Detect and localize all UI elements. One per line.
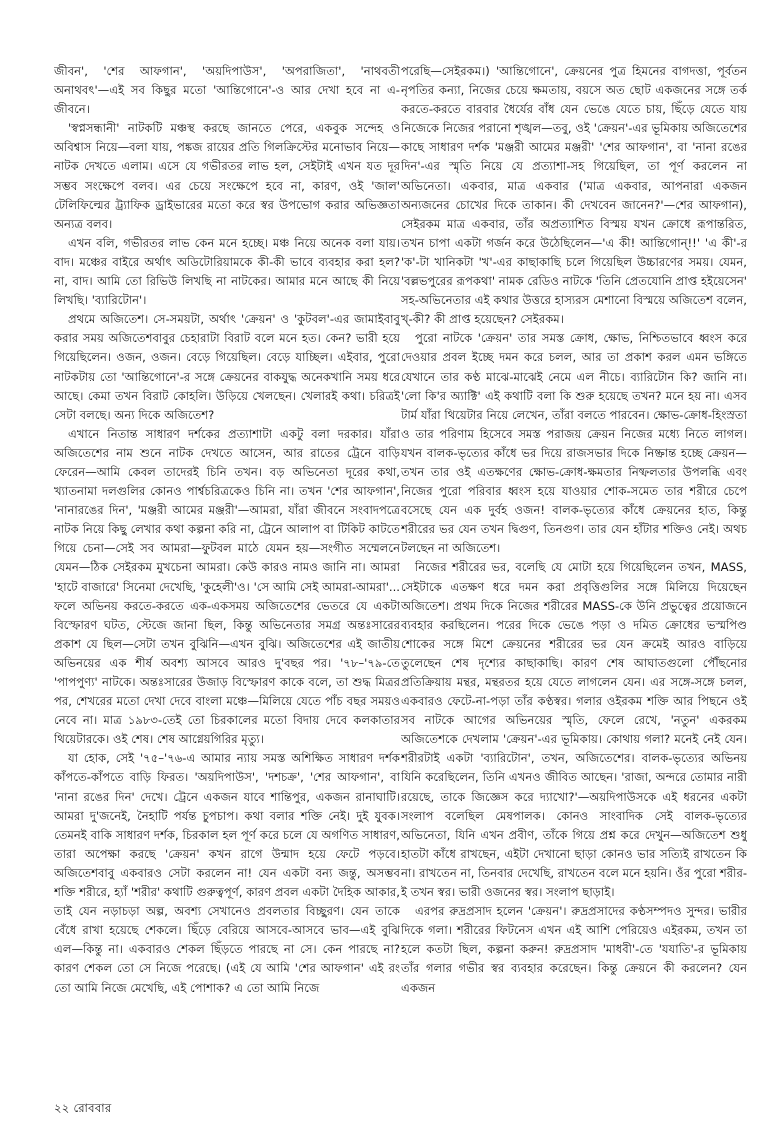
left-paragraph-1: জীবন', 'শের আফগান', 'অয়দিপাউস', 'অপরাজিতা', 'নাথবতী অনাথবৎ'—এই সব কিছুর মতো 'আন্তিগোনে'-ও আর দেখা হবে না এ-জীবনে। [54,64,400,117]
right-paragraph-3: নিজের শরীরের ভর, বলেছি যে মোটা হয়ে গিয়েছিলেন তখন, MASS, সেইটাকে এতক্ষণ ধরে দমন করা প্রবৃত্তিগুলির সঙ্গে মিলিয়ে দিয়েছেন অজিতেশ। প্রথম দিকে নিজের শরীরের MASS-কে উনি প্রভুত্বের প্রয়োজনে ব্যবহার করছিলেন। পরের দিকে ভেঙে পড়া ও দমিত ক্রোধের ভস্মপিণ্ড শোকের সঙ্গে মিশে ক্রেয়নের শরীরের ভর যেন ক্রমেই আরও বাড়িয়ে তুলেছেন শেষ দৃশ্যের কাছাকাছি। কারণ শেষ আঘাতগুলো পৌঁছনোর প্রতিক্রিয়ায় মন্থর, মন্থরতর হয়ে যেতে লাগলেন যেন। এর সঙ্গে-সঙ্গে চলল, একবারও ফেটে-না-পড়া তাঁর কণ্ঠস্বর। গলার ওইরকম শক্তি আর পিছনে ওই সব নাটকে আগের অভিনয়ের স্মৃতি, ফেলে রেখে, 'নতুন' একরকম অজিতেশকে দেখলাম 'ক্রেয়ন'-এর ভূমিকায়। কোথায় গলা? মনেই নেই যেন। শরীরটাই একটা 'ব্যারিটোন', তখন, অজিতেশের। বালক-ভৃত্যের অভিনয় যিনি করেছিলেন, তিনি এখনও জীবিত আছেন। 'রাজা, অন্দরে তোমার নারী রয়েছে, তাকে জিজ্ঞেস করে দ্যাখো?'—অয়দিপাউসকে এই ধরনের একটা সংলাপ বলেছিল মেষপালক। কোনও সাংবাদিক সেই বালক-ভৃত্যের অভিনেতা, যিনি এখন প্রবীণ, তাঁকে গিয়ে প্রশ্ন করে দেখুন—অজিতেশ শুধু হাতটা কাঁধে রাখছেন, এইটা দেখানো ছাড়া কোনও ভার সত্যিই রাখতেন কি না। রাখতেন না, তিনবার দেখেছি, রাখতেন বলে মনে হয়নি। ওঁর পুরো শরীর-ই তখন স্বর। ভারী ওজনের স্বর। সংলাপ ছাড়াই। [401,560,747,900]
publication-name: রোববার [73,1101,112,1115]
page-footer [54,1100,112,1119]
right-paragraph-1: পরেছি—সেইরকম।) 'আন্তিগোনে', ক্রেয়নের পুত্র হিমনের বাগদত্তা, পূর্বতন নৃপতির কন্যা, নিজের চেয়ে ক্ষমতায়, বয়সে অত ছোট একজনের সঙ্গে তর্ক করতে-করতে বারবার ধৈর্যের বাঁধ যেন ভেঙে যেতে চায়, ছিঁড়ে যেতে যায় নিজেকে নিজের পরানো শৃঙ্খল—তবু, ওই 'ক্রেয়ন'-এর ভূমিকায় অজিতেশের কাছে সাধারণ দর্শক 'মঞ্জরী আমের মঞ্জরী' 'শের আফগান', বা 'নানা রঙের দিন'-এর স্মৃতি নিয়ে যে প্রত্যাশা-সহ গিয়েছিল, তা পূর্ণ করলেন না অভিনেতা। একবার, মাত্র একবার ('মাত্র একবার, আপনারা একজন অন্যজনের চোখের দিকে তাকান। কী দেখবেন জানেন?'—শের আফগান), সেইরকম মাত্র একবার, তাঁর অপ্রত্যাশিত বিস্ময় যখন ক্রোধে রূপান্তরিত, তখন চাপা একটা গর্জন করে উঠেছিলেন—'এ কী! আন্তিগোন্‌!!' 'এ কী'-র 'ক'-টা খানিকটা 'খ'-এর কাছাকাছি চলে গিয়েছিল উচ্চারণের সময়। যেমন, 'বল্লভপুরের রূপকথা' নামক রেডিও নাটকে 'তিনি প্রেতযোনি প্রাপ্ত হইয়েসেন' সহ-অভিনেতার এই কথার উত্তরে হাস্যরস মেশানো বিস্ময়ে অজিতেশ বলেন, খ্‌-কী? কী প্রাপ্ত হয়েছেন? সেইরকম। [401,64,747,327]
page-number: ২২ [54,1101,70,1115]
right-paragraph-4: এরপর রুদ্রপ্রসাদ হলেন 'ক্রেয়ন'। রুদ্রপ্রসাদের কণ্ঠসম্পদও সুন্দর। ভারীর দিকে গলা। শরীরের ফিটনেস এখন এই আশি পেরিয়েও এইরকম, তখন তা হলে কতটা ছিল, কল্পনা করুন! রুদ্রপ্রসাদ 'মাধবী'-তে 'যযাতি'-র ভূমিকায় তাঁর গলার গভীর স্বর ব্যবহার করেছেন। কিন্তু ক্রেয়নে কী করলেন? যেন একজন [401,904,747,995]
right-paragraph-2: পুরো নাটকে 'ক্রেয়ন' তার সমস্ত ক্রোধ, ক্ষোভ, নিশ্চিতভাবে ধ্বংস করে দেওয়ার প্রবল ইচ্ছে দমন করে চলল, আর তা প্রকাশ করল এমন ভঙ্গিতে যেখানে তার কণ্ঠ মাঝে-মাঝেই নেমে এল নীচে। ব্যারিটোন কি? জানি না। 'লো কি'র অ্যাক্টি' এই কথাটি বলা কি শুরু হয়েছে তখন? মনে হয় না। এসব টার্ম যাঁরা থিয়েটার নিয়ে লেখেন, তাঁরা বলতে পারবেন। ক্ষোভ-ক্রোধ-হিংস্রতা ও তার পরিণাম হিসেবে সমস্ত পরাজয় ক্রেয়ন নিজের মধ্যে নিতে লাগল। যখন বালক-ভৃত্যের কাঁধে ভর দিয়ে রাজসভার দিকে নিষ্ক্রান্ত হচ্ছে ক্রেয়ন—তখন তার ওই এতক্ষণের ক্ষোভ-ক্রোধ-ক্ষমতার নিষ্ফলতার উপলব্ধি এবং নিজের পুরো পরিবার ধ্বংস হয়ে যাওয়ার শোক-সমেত তার শরীরে চেপে বসেছে যেন এক দুর্বহ ওজন! বালক-ভৃত্যের কাঁধে ক্রেয়নের হাত, কিন্তু শরীরের ভর যেন তখন দ্বিগুণ, তিনগুণ। তার যেন হাঁটার শক্তিও নেই। অথচ টলছেন না অজিতেশ। [401,331,747,556]
left-paragraph-4: প্রথমে অজিতেশ। সে-সময়টা, অর্থাৎ 'ক্রেয়ন' ও 'কুটবল'-এর জামাইবাবু করার সময় অজিতেশবাবুর চেহারাটা বিরাট বলে মনে হত। কেন? ভারী হয়ে গিয়েছিলেন। ওজন, ওজন। বেড়ে গিয়েছিল। বেড়ে যাচ্ছিল। এইবার, পুরো নাটকটায় তো 'আন্তিগোনে'-র সঙ্গে ক্রেয়নের বাকযুদ্ধ অনেকখানি সময় ধরে আছে। কেমা তখন বিরাট কোহলি। উড়িয়ে খেলছেন। খেলারই কথা। চরিত্রই সেটা বলছে। অন্য দিকে অজিতেশ? [54,312,400,422]
right-column [401,62,747,1097]
left-paragraph-5: এখানে নিতান্ত সাধারণ দর্শকের প্রত্যাশাটা একটু বলা দরকার। যাঁরা অজিতেশের নাম শুনে নাটক দেখতে আসেন, আর রাতের ট্রেনে বাড়ি ফেরেন—আমি কেবল তাদেরই চিনি তখন। বড় অভিনেতা দূরের কথা, খ্যাতনামা দলগুলির কোনও পার্শ্বচরিত্রকেও চিনি না। তখন 'শের আফগান', 'নানারঙের দিন', 'মঞ্জরী আমের মঞ্জরী'—আমরা, যাঁরা জীবনে সংবাদপত্রে নাটক নিয়ে কিছু লেখার কথা কল্পনা করি না, ট্রেনে আলাপ বা টিকিট কাটতে গিয়ে চেনা—সেই সব আমরা—ফুটবল মাঠে যেমন হয়—সংগীত সম্মেলনে যেমন—ঠিক সেইরকম মুখচেনা আমরা। কেউ কারও নামও জানি না। আমরা 'হাটে বাজারে' সিনেমা দেখেছি, 'কুহেলী'ও। 'সে আমি সেই আমরা-আমরা'... ফলে অভিনয় করতে-করতে এক-একসময় অজিতেশের ভেতরে যে একটা বিস্ফোরণ ঘটত, স্টেজে জানা ছিল, কিন্তু অভিনেতার সমগ্র অন্তঃসারের প্রকাশ যে ছিল—সেটা তখন বুঝিনি—এখন বুঝি। অজিতেশের এই জাতীয় অভিনয়ের এক শীর্ষ অবশ্য আসবে আরও দু'বছর পর। '৭৮–'৭৯-তে 'পাপপুণ্য' নাটকে। অন্তঃসারের উজাড় বিস্ফোরণ কাকে বলে, তা শুদ্ধ মিত্রর পর, শেখরের মতো দেখা দেবে বাংলা মঞ্চে—মিলিয়ে যেতে পাঁচ বছর সময়ও নেবে না। মাত্র ১৯৮৩-তেই তো চিরকালের মতো বিদায় দেবে কলকাতার থিয়েটারকে। ওই শেষ। শেষ আগ্নেয়গিরির মৃত্যু। [54,426,400,747]
left-column [54,62,400,1097]
left-paragraph-3: এখন বলি, গভীরতর লাভ কেন মনে হচ্ছে। মঞ্চ নিয়ে অনেক বলা যায়। বাদ। মঞ্চের বাইরে অর্থাৎ অডিটোরিয়ামকে কী-কী ভাবে ব্যবহার করা হল? না, বাদ। আমি তো রিভিউ লিখছি না নাটকের। আমার মনে আছে কী নিয়ে লিখছি। 'ব্যারিটোন'। [54,235,400,308]
left-paragraph-2: 'স্বপ্নসন্ধানী' নাটকটি মঞ্চস্থ করছে জানতে পেরে, একবুক সন্দেহ ও অবিশ্বাস নিয়ে—বলা যায়, পঙ্কজ রায়ের প্রতি গিলক্রিস্টের মনোভাব নিয়ে—নাটক দেখতে এলাম। এসে যে গভীরতর লাভ হল, সেইটাই এখন যত দূর সম্ভব সংক্ষেপে বলব। এর চেয়ে সংক্ষেপে হবে না, কারণ, ওই 'জাল' টেলিফিল্মের ট্র্যাফিক ড্রাইভারের মতো করে স্বর উপভোগ করার অভিজ্ঞতা অন্যত্র বলব। [54,121,400,231]
left-paragraph-6: যা হোক, সেই '৭৫–'৭৬-এ আমার ন্যায় সমস্ত অশিক্ষিত সাধারণ দর্শক কাঁপতে-কাঁপতে বাড়ি ফিরত। 'অয়দিপাউস', 'দশচক্র', 'শের আফগান', বা 'নানা রঙের দিন' দেখে। ট্রেনে একজন যাবে শান্তিপুর, একজন রানাঘাটি। আমরা দু'জনেই, নৈহাটি পর্যন্ত চুপচাপ। কথা বলার শক্তি নেই। দুই যুবক। তেমনই বাকি সাধারণ দর্শক, চিরকাল হল পূর্ণ করে চলে যে অগণিত সাধারণ, তারা অপেক্ষা করছে 'ক্রেয়ন' কখন রাগে উন্মাদ হয়ে ফেটে পড়বে। অজিতেশবাবু একবারও সেটা করলেন না! যেন একটা বন্য জন্তু, অসম্ভব শক্তি শরীরে, হ্যাঁ 'শরীর' কথাটি গুরুত্বপূর্ণ, কারণ প্রবল একটা দৈহিক আকার, তাই যেন নড়াচড়া অল্প, অবশ্য সেখানেও প্রবলতার বিচ্ছুরণ। যেন তাকে বেঁধে রাখা হয়েছে শেকলে। ছিঁড়ে বেরিয়ে আসবে-আসবে ভাব—এই বুঝি এল—কিন্তু না। একবারও শেকল ছিঁড়তে পারছে না সে। কেন পারছে না? কারণ শেকল তো সে নিজে পরেছে। (এই যে আমি 'শের আফগান' এই রং তো আমি নিজে মেখেছি, এই পোশাক? এ তো আমি নিজে [54,751,400,995]
